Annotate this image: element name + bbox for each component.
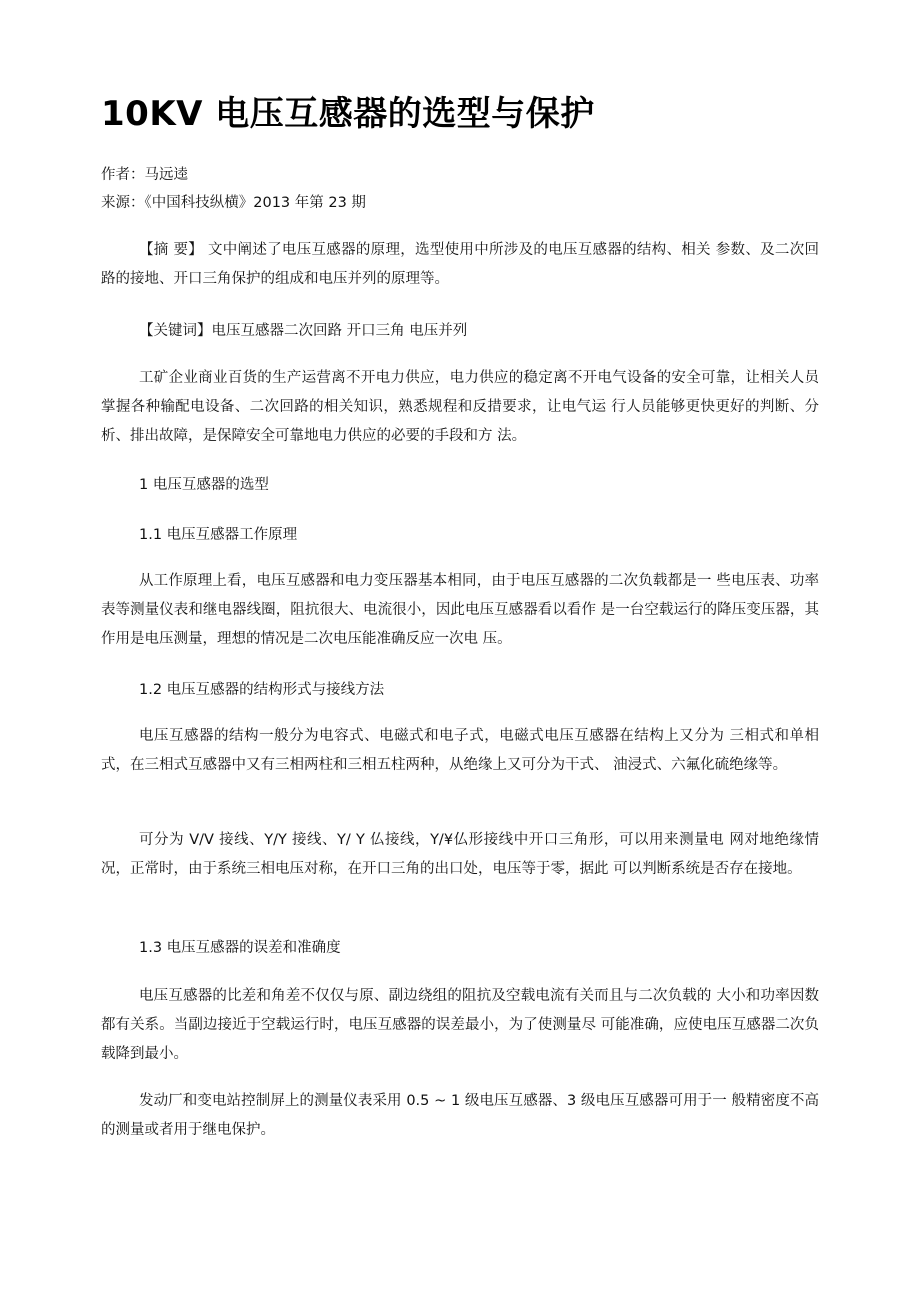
intro-paragraph: 工矿企业商业百货的生产运营离不开电力供应，电力供应的稳定离不开电气设备的安全可靠，让相关人员掌握各种输配电设备、二次回路的相关知识，熟悉规程和反措要求，让电气运 行人员能够更快更好的判断、分析、排出故障，是保障安全可靠地电力供应的必要的手段和方 法。: [101, 370, 819, 444]
paragraph-1-3-a: 电压互感器的比差和角差不仅仅与原、副边绕组的阻抗及空载电流有关而且与二次负载的 大小和功率因数都有关系。当副边接近于空载运行时，电压互感器的误差最小，为了使测量尽 可能准确，应使电压互感器二次负载降到最小。: [101, 988, 819, 1062]
paragraph-1-1: 从工作原理上看，电压互感器和电力变压器基本相同，由于电压互感器的二次负载都是一 些电压表、功率表等测量仪表和继电器线圈，阻抗很大、电流很小，因此电压互感器看以看作 是一台空载运行的降压变压器，其作用是电压测量，理想的情况是二次电压能准确反应一次电 压。: [101, 573, 819, 647]
paragraph-1-2-a: 电压互感器的结构一般分为电容式、电磁式和电子式，电磁式电压互感器在结构上又分为 三相式和单相式，在三相式互感器中又有三相两柱和三相五柱两种，从绝缘上又可分为干式、 油浸式、六氟化硫绝缘等。: [101, 728, 819, 773]
author-line: 作者：马远逵: [101, 167, 188, 183]
source-line: 来源：《中国科技纵横》2013 年第 23 期: [101, 195, 366, 211]
paragraph-1-3-b: 发动厂和变电站控制屏上的测量仪表采用 0.5 ~ 1 级电压互感器、3 级电压互感器可用于一 般精密度不高的测量或者用于继电保护。: [101, 1093, 819, 1138]
document-title: 10KV 电压互感器的选型与保护: [101, 94, 595, 134]
section-heading-1-2: 1.2 电压互感器的结构形式与接线方法: [139, 682, 385, 698]
section-heading-1-1: 1.1 电压互感器工作原理: [139, 527, 298, 543]
paragraph-1-2-b: 可分为 V/V 接线、Y/Y 接线、Y/ Y 仏接线，Y/¥仏形接线中开口三角形，可以用来测量电 网对地绝缘情况，正常时，由于系统三相电压对称，在开口三角的出口处，电压等于零，据此 可以判断系统是否存在接地。: [101, 832, 819, 877]
section-heading-1: 1 电压互感器的选型: [139, 477, 269, 493]
abstract-paragraph: 【摘 要】 文中阐述了电压互感器的原理，选型使用中所涉及的电压互感器的结构、相关 参数、及二次回路的接地、开口三角保护的组成和电压并列的原理等。: [101, 242, 819, 287]
keywords-line: 【关键词】电压互感器二次回路 开口三角 电压并列: [139, 323, 468, 339]
section-heading-1-3: 1.3 电压互感器的误差和准确度: [139, 940, 341, 956]
